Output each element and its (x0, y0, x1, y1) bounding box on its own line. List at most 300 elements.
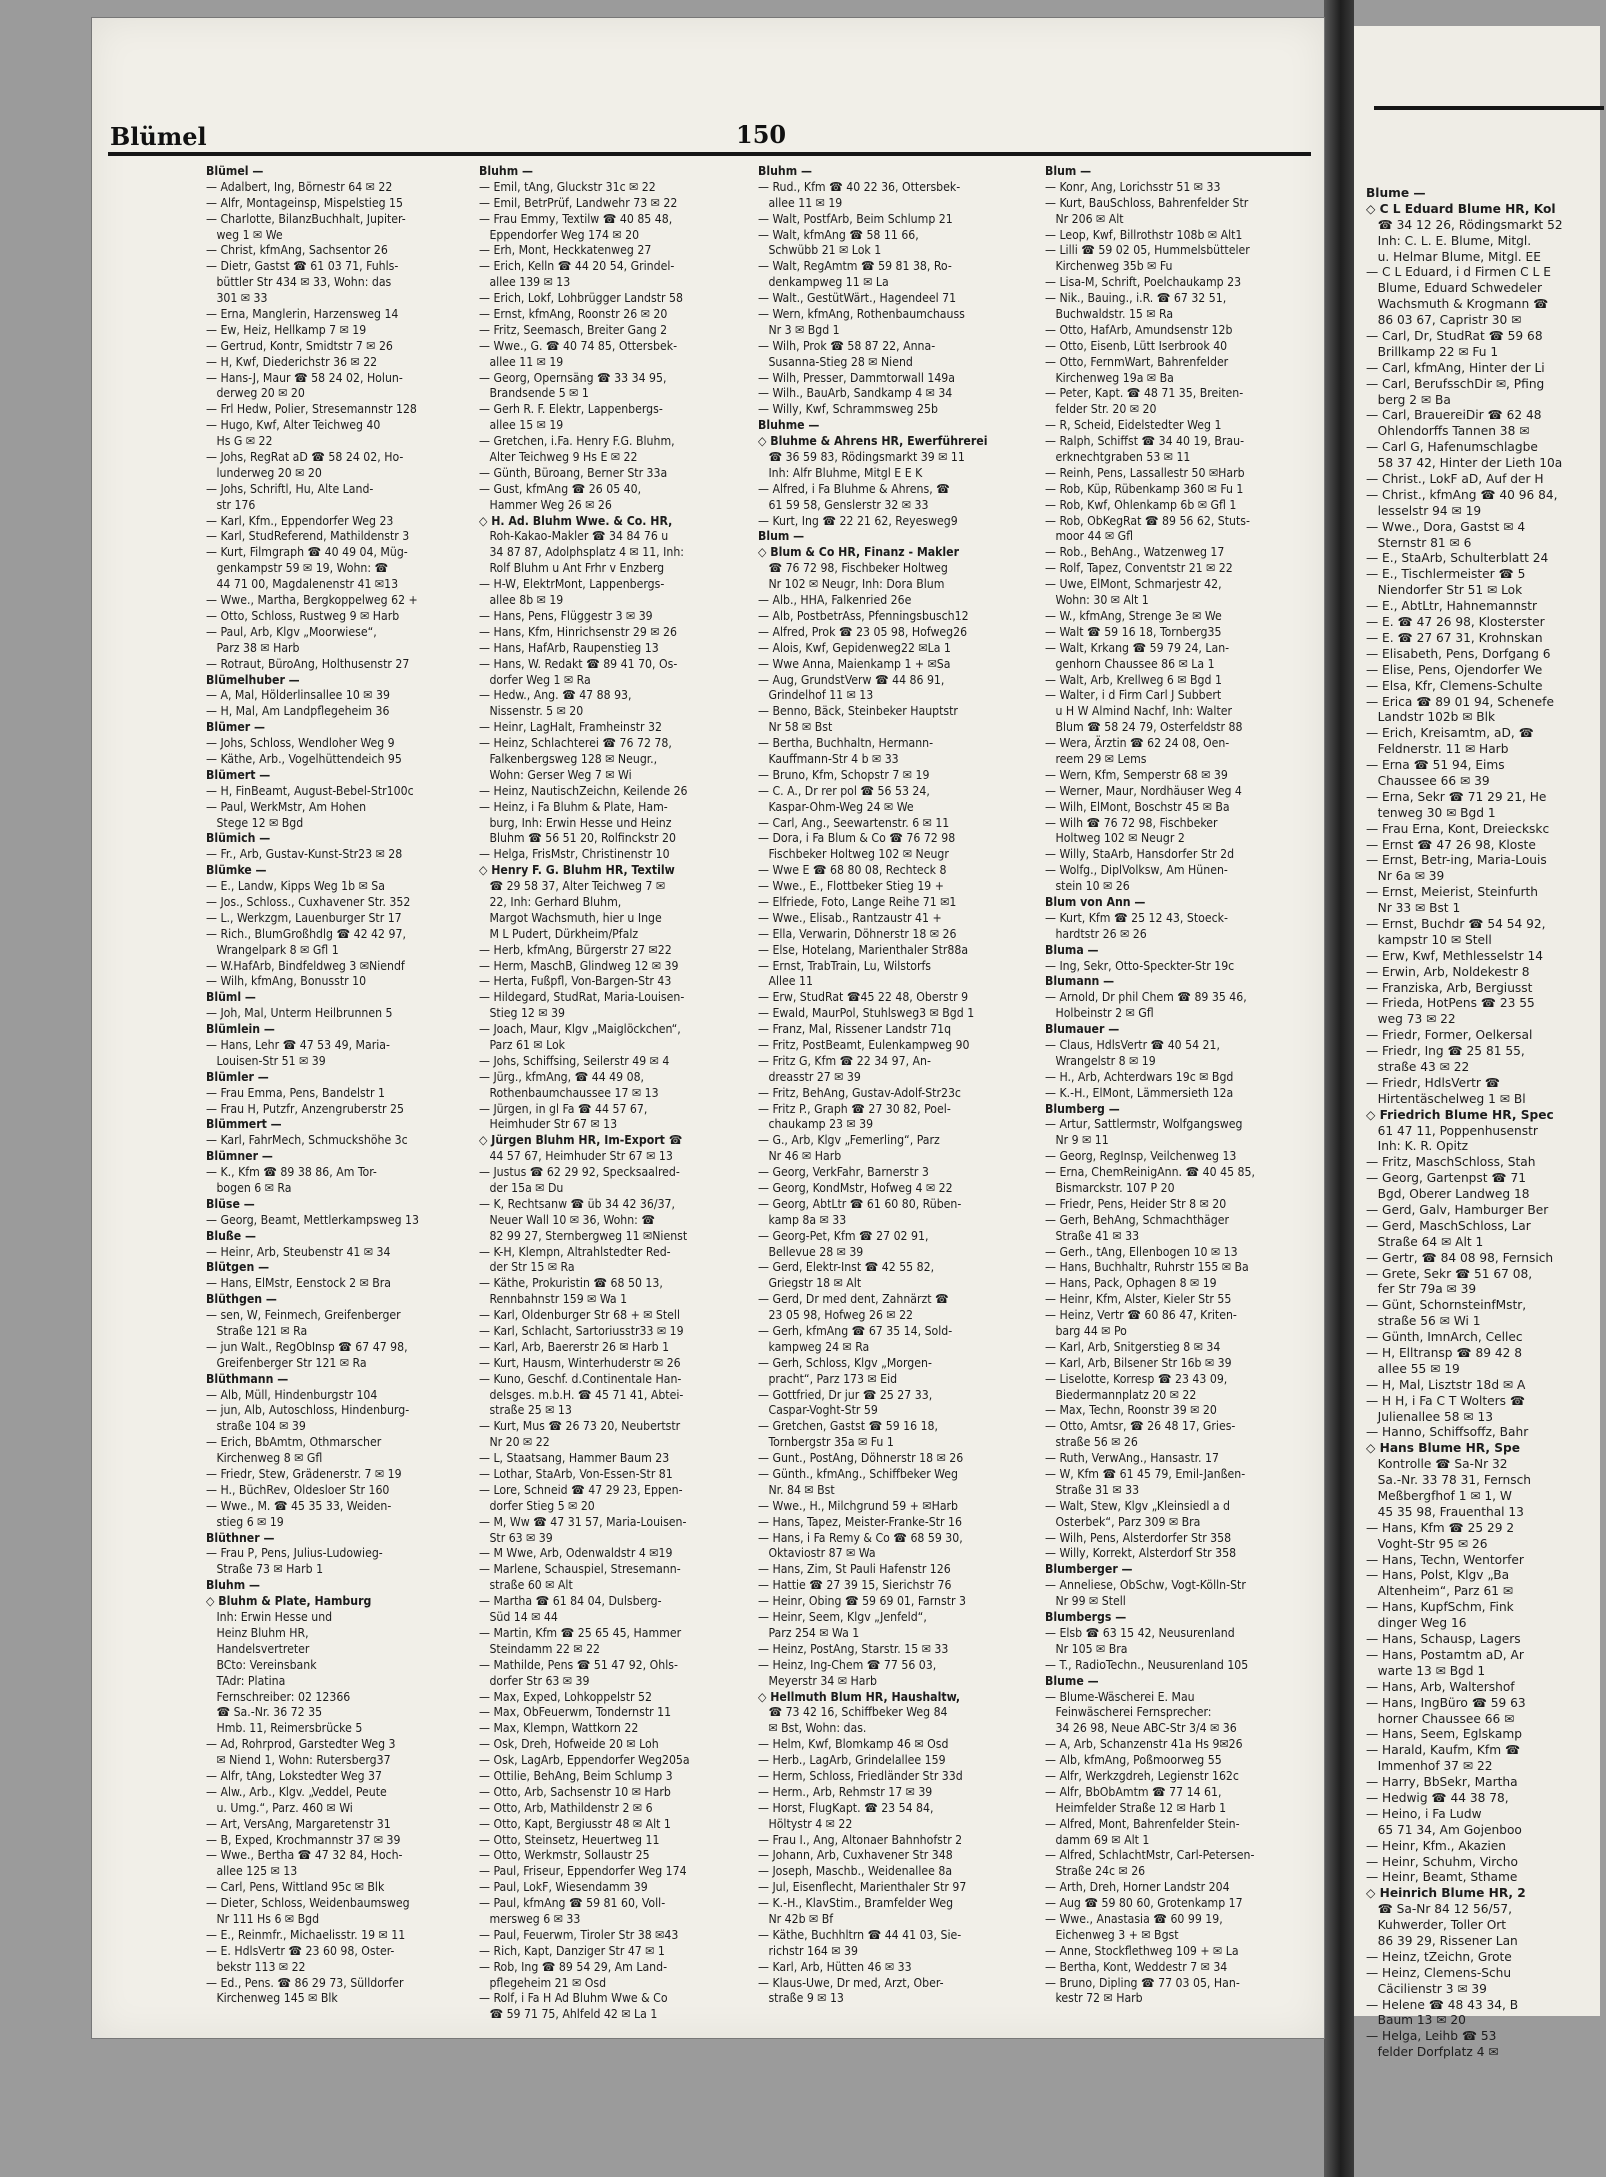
directory-entry: Nissenstr. 5 ✉ 20 (479, 704, 584, 719)
directory-entry: stein 10 ✉ 26 (1045, 879, 1130, 894)
directory-entry: — jun, Alb, Autoschloss, Hindenburg- (206, 1403, 410, 1418)
surname-heading: Blumberger — (1045, 1562, 1133, 1577)
directory-entry: Falkenbergsweg 128 ✉ Neugr., (479, 751, 658, 766)
directory-entry: — Alfred, i Fa Bluhme & Ahrens, ☎ (758, 481, 950, 496)
directory-entry: — Willy, StaArb, Hansdorfer Str 2d (1045, 847, 1235, 862)
directory-entry: — Fritz, PostBeamt, Eulenkampweg 90 (758, 1037, 970, 1052)
directory-entry: — Walt, Stew, Klgv „Kleinsiedl a d (1045, 1498, 1231, 1513)
directory-entry: — Gerh, BehAng, Schmachthäger (1045, 1212, 1229, 1227)
directory-entry: — Dieter, Schloss, Weidenbaumsweg (206, 1896, 410, 1911)
directory-entry: Greifenberger Str 121 ✉ Ra (206, 1355, 367, 1370)
directory-entry: — Erna, Manglerin, Harzensweg 14 (206, 307, 399, 322)
directory-entry: — Helene ☎ 48 43 34, B (1366, 1997, 1519, 2012)
directory-entry: Bluhm ☎ 56 51 20, Rolfinckstr 20 (479, 831, 676, 846)
directory-entry: Nr 9 ✉ 11 (1045, 1133, 1109, 1148)
directory-entry: — Anne, Stockflethweg 109 + ✉ La (1045, 1943, 1239, 1958)
directory-entry: — Arth, Dreh, Horner Landstr 204 (1045, 1880, 1230, 1895)
directory-entry: — H, FinBeamt, August-Bebel-Str100c (206, 783, 414, 798)
directory-entry: — Hans, HafArb, Raupenstieg 13 (479, 640, 659, 655)
directory-entry: M L Pudert, Dürkheim/Pfalz (479, 926, 639, 941)
directory-entry: — Lilli ☎ 59 02 05, Hummelsbütteler (1045, 243, 1250, 258)
directory-entry: weg 73 ✉ 22 (1366, 1012, 1456, 1027)
directory-entry: — Otto, Schloss, Rustweg 9 ✉ Harb (206, 608, 400, 623)
directory-entry: — Jürgen, in gl Fa ☎ 44 57 67, (479, 1101, 648, 1116)
directory-entry: — Hans, Lehr ☎ 47 53 49, Maria- (206, 1037, 390, 1052)
surname-heading: Bluße — (206, 1228, 257, 1243)
directory-entry: — Paul, Friseur, Eppendorfer Weg 174 (479, 1864, 687, 1879)
directory-entry: Bgd, Oberer Landweg 18 (1366, 1187, 1530, 1202)
directory-entry: — Friedr, HdlsVertr ☎ (1366, 1075, 1500, 1090)
directory-entry: — Carl, BrauereiDir ☎ 62 48 (1366, 408, 1542, 423)
directory-entry: Kirchenweg 19a ✉ Ba (1045, 370, 1174, 385)
directory-entry: u. Umg.“, Parz. 460 ✉ Wi (206, 1800, 353, 1815)
directory-entry: — Rotraut, BüroAng, Holthusenstr 27 (206, 656, 410, 671)
directory-entry: dorfer Stieg 5 ✉ 20 (479, 1498, 595, 1513)
directory-entry: — Frau I., Ang, Altonaer Bahnhofstr 2 (758, 1832, 963, 1847)
directory-entry: 86 03 67, Capristr 30 ✉ (1366, 313, 1522, 328)
directory-entry: — Frl Hedw, Polier, Stresemannstr 128 (206, 402, 417, 417)
directory-entry: 65 71 34, Am Gojenboo (1366, 1822, 1522, 1837)
directory-entry: Höltystr 4 ✉ 22 (758, 1816, 853, 1831)
directory-entry: dorfer Str 63 ✉ 39 (479, 1673, 590, 1688)
directory-entry: — Alfred, Mont, Bahrenfelder Stein- (1045, 1816, 1240, 1831)
directory-entry: — K.-H., KlavStim., Bramfelder Weg (758, 1896, 954, 1911)
directory-entry: 301 ✉ 33 (206, 291, 268, 306)
directory-entry: felder Str. 20 ✉ 20 (1045, 402, 1157, 417)
directory-entry: — Fritz, Seemasch, Breiter Gang 2 (479, 322, 668, 337)
directory-entry: — Hedw., Ang. ☎ 47 88 93, (479, 688, 632, 703)
directory-entry: — Ernst, Buchdr ☎ 54 54 92, (1366, 916, 1546, 931)
directory-entry: — Alfr, tAng, Lokstedter Weg 37 (206, 1768, 382, 1783)
directory-entry: — Wilh, ElMont, Boschstr 45 ✉ Ba (1045, 799, 1230, 814)
directory-entry: Ohlendorffs Tannen 38 ✉ (1366, 424, 1530, 439)
directory-entry: — Gerd, Galv, Hamburger Ber (1366, 1203, 1549, 1217)
directory-entry: Feinwäscherei Fernsprecher: (1045, 1705, 1212, 1720)
directory-entry: Susanna-Stieg 28 ✉ Niend (758, 354, 913, 369)
directory-entry: — Martin, Kfm ☎ 25 65 45, Hammer (479, 1625, 682, 1640)
directory-entry: — Gerd, Elektr-Inst ☎ 42 55 82, (758, 1260, 935, 1275)
directory-entry: — Ernst, Meierist, Steinfurth (1366, 885, 1538, 900)
directory-entry: Wrangelstr 8 ✉ 19 (1045, 1053, 1156, 1068)
directory-entry: Allee 11 (758, 974, 813, 989)
directory-entry: — Herb., LagArb, Grindelallee 159 (758, 1753, 946, 1768)
directory-entry: — Helga, Leihb ☎ 53 (1366, 2029, 1497, 2044)
directory-entry: — Ernst ☎ 47 26 98, Kloste (1366, 837, 1536, 852)
directory-entry: — Wwe E ☎ 68 80 08, Rechteck 8 (758, 863, 947, 878)
directory-entry: — Alfr, BbObAmtm ☎ 77 14 61, (1045, 1784, 1222, 1799)
surname-heading: Blümner — (206, 1149, 273, 1164)
directory-entry: — Wilh., BauArb, Sandkamp 4 ✉ 34 (758, 386, 953, 401)
directory-entry: — Horst, FlugKapt. ☎ 23 54 84, (758, 1800, 934, 1815)
directory-entry: — Georg, AbtLtr ☎ 61 60 80, Rüben- (758, 1196, 962, 1211)
directory-entry: — Max, Klempn, Wattkorn 22 (479, 1721, 639, 1736)
directory-entry: Holbeinstr 2 ✉ Gfl (1045, 1006, 1154, 1021)
directory-entry: — Alfred, SchlachtMstr, Carl-Petersen- (1045, 1848, 1255, 1863)
directory-entry: — Ing, Sekr, Otto-Speckter-Str 19c (1045, 958, 1235, 973)
directory-entry: — Alb, PostbetrAss, Pfenningsbusch12 (758, 608, 969, 623)
directory-entry: stieg 6 ✉ 19 (206, 1514, 284, 1529)
directory-entry: Nr 6a ✉ 39 (1366, 869, 1445, 884)
directory-entry: — Johs, Schriftl, Hu, Alte Land- (206, 481, 374, 496)
surname-heading: Blume — (1366, 186, 1426, 200)
directory-entry: Landstr 102b ✉ Blk (1366, 710, 1496, 725)
directory-entry: — Emil, tAng, Gluckstr 31c ✉ 22 (479, 179, 656, 194)
surname-heading: Blüthgen — (206, 1292, 277, 1307)
directory-entry: — Hans, ElMstr, Eenstock 2 ✉ Bra (206, 1276, 392, 1291)
directory-entry: — Lisa-M, Schrift, Poelchaukamp 23 (1045, 275, 1242, 290)
directory-entry: — Hans, Pack, Ophagen 8 ✉ 19 (1045, 1276, 1217, 1291)
directory-entry: Nr 46 ✉ Harb (758, 1149, 842, 1164)
directory-entry: — Paul, Arb, Klgv „Moorwiese“, (206, 624, 377, 639)
directory-entry: — Rich., BlumGroßhdlg ☎ 42 42 97, (206, 926, 406, 941)
directory-entry: — Frau Emmy, Textilw ☎ 40 85 48, (479, 211, 673, 226)
directory-entry: — Elise, Pens, Ojendorfer We (1366, 662, 1543, 677)
firm-entry: ◇ Bluhm & Plate, Hamburg (206, 1594, 372, 1609)
directory-entry: Str 63 ✉ 39 (479, 1530, 553, 1545)
directory-entry: — Karl, StudReferend, Mathildenstr 3 (206, 529, 410, 544)
directory-entry: — Bruno, Kfm, Schopstr 7 ✉ 19 (758, 767, 930, 782)
directory-entry: — Harald, Kaufm, Kfm ☎ (1366, 1743, 1521, 1758)
directory-entry: — Elsb ☎ 63 15 42, Neusurenland (1045, 1625, 1235, 1640)
directory-entry: — Walt ☎ 59 16 18, Tornberg35 (1045, 624, 1222, 639)
directory-entry: — Otto, Steinsetz, Heuertweg 11 (479, 1832, 660, 1847)
directory-entry: — Frau Emma, Pens, Bandelstr 1 (206, 1085, 385, 1100)
directory-entry: — Liselotte, Korresp ☎ 23 43 09, (1045, 1371, 1228, 1386)
directory-entry: — E. ☎ 47 26 98, Klosterster (1366, 615, 1545, 630)
directory-entry: kestr 72 ✉ Harb (1045, 1991, 1143, 2006)
directory-entry: — Wwe., Anastasia ☎ 60 99 19, (1045, 1911, 1223, 1926)
directory-entry: straße 60 ✉ Alt (479, 1578, 573, 1593)
directory-entry: — Hans, Polst, Klgv „Ba (1366, 1568, 1510, 1583)
directory-entry: — H, Kwf, Diederichstr 36 ✉ 22 (206, 354, 378, 369)
directory-entry: — Alfr, Werkzgdreh, Legienstr 162c (1045, 1768, 1239, 1783)
directory-entry: — Fritz P., Graph ☎ 27 30 82, Poel- (758, 1101, 951, 1116)
directory-entry: — K, Rechtsanw ☎ üb 34 42 36/37, (479, 1196, 675, 1211)
surname-heading: Blumberg — (1045, 1101, 1120, 1116)
directory-entry: — Georg, Opernsäng ☎ 33 34 95, (479, 370, 667, 385)
directory-entry: 44 57 67, Heimhuder Str 67 ✉ 13 (479, 1149, 673, 1164)
directory-entry: — Bruno, Dipling ☎ 77 03 05, Han- (1045, 1975, 1240, 1990)
directory-entry: — Erna, Sekr ☎ 71 29 21, He (1366, 789, 1547, 804)
directory-entry: 22, Inh: Gerhard Bluhm, (479, 894, 622, 909)
directory-entry: fer Str 79a ✉ 39 (1366, 1282, 1477, 1297)
directory-entry: BCto: Vereinsbank (206, 1657, 317, 1672)
directory-column-1 (206, 164, 468, 2006)
directory-entry: Fernschreiber: 02 12366 (206, 1689, 351, 1704)
directory-entry: — Elfriede, Foto, Lange Reihe 71 ✉1 (758, 894, 957, 909)
directory-entry: barg 44 ✉ Po (1045, 1324, 1127, 1339)
directory-entry: Meyerstr 34 ✉ Harb (758, 1673, 877, 1688)
directory-entry: — H H, i Fa C T Wolters ☎ (1366, 1393, 1526, 1408)
directory-entry: — Karl, Arb, Snitgerstieg 8 ✉ 34 (1045, 1339, 1221, 1354)
directory-entry: Nr 3 ✉ Bgd 1 (758, 322, 840, 337)
directory-entry: — Walt, PostfArb, Beim Schlump 21 (758, 211, 953, 226)
directory-entry: — Frau P, Pens, Julius-Ludowieg- (206, 1546, 383, 1561)
directory-entry: — Friedr, Stew, Grädenerstr. 7 ✉ 19 (206, 1467, 402, 1482)
directory-entry: Oktaviostr 87 ✉ Wa (758, 1546, 876, 1561)
directory-entry: — A, Arb, Schanzenstr 41a Hs 9✉26 (1045, 1737, 1243, 1752)
directory-entry: — Otto, Werkmstr, Sollaustr 25 (479, 1848, 650, 1863)
directory-entry: — Kurt, Hausm, Winterhuderstr ✉ 26 (479, 1355, 681, 1370)
directory-entry: — Walt, Arb, Krellweg 6 ✉ Bgd 1 (1045, 672, 1222, 687)
directory-entry: straße 43 ✉ 22 (1366, 1059, 1470, 1074)
directory-entry: — Fr., Arb, Gustav-Kunst-Str23 ✉ 28 (206, 847, 403, 862)
directory-entry: kampstr 10 ✉ Stell (1366, 932, 1492, 947)
directory-entry: 61 47 11, Poppenhusenstr (1366, 1123, 1538, 1138)
directory-entry: Heimhuder Str 67 ✉ 13 (479, 1117, 618, 1132)
surname-heading: Blüthner — (206, 1530, 275, 1545)
directory-entry: — Rob., BehAng., Watzenweg 17 (1045, 545, 1225, 560)
directory-entry: — Friedr, Former, Oelkersal (1366, 1028, 1533, 1043)
directory-entry: — Alw., Arb., Klgv. „Veddel, Peute (206, 1784, 387, 1799)
directory-entry: — H, Mal, Lisztstr 18d ✉ A (1366, 1377, 1526, 1392)
directory-entry: Inh: K. R. Opitz (1366, 1139, 1469, 1154)
directory-entry: kampweg 24 ✉ Ra (758, 1339, 870, 1354)
directory-entry: — Harry, BbSekr, Martha (1366, 1775, 1518, 1790)
directory-entry: — Heinr, Obing ☎ 59 69 01, Farnstr 3 (758, 1594, 966, 1609)
directory-entry: — Ernst, Betr-ing, Maria-Louis (1366, 853, 1547, 868)
directory-entry: — Walt, Krkang ☎ 59 79 24, Lan- (1045, 640, 1230, 655)
directory-entry: — Heinz, Ing-Chem ☎ 77 56 03, (758, 1657, 937, 1672)
directory-entry: Cäcilienstr 3 ✉ 39 (1366, 1981, 1487, 1996)
directory-entry: — Otto, HafArb, Amundsenstr 12b (1045, 322, 1233, 337)
directory-entry: Stieg 12 ✉ 39 (479, 1006, 565, 1021)
directory-entry: — Erich, Kelln ☎ 44 20 54, Grindel- (479, 259, 675, 274)
directory-entry: allee 15 ✉ 19 (479, 418, 564, 433)
directory-entry: — Charlotte, BilanzBuchhalt, Jupiter- (206, 211, 406, 226)
directory-entry: ☎ 29 58 37, Alter Teichweg 7 ✉ (479, 879, 666, 894)
directory-entry: — Erna ☎ 51 94, Eims (1366, 758, 1505, 773)
directory-entry: Nr 20 ✉ 22 (479, 1435, 550, 1450)
directory-entry: — Max, Exped, Lohkoppelstr 52 (479, 1689, 652, 1704)
directory-entry: — H, Mal, Am Landpflegeheim 36 (206, 704, 390, 719)
directory-entry: — Wilh, Presser, Dammtorwall 149a (758, 370, 955, 385)
directory-entry: — Ralph, Schiffst ☎ 34 40 19, Brau- (1045, 434, 1245, 449)
directory-entry: — L., Werkzgm, Lauenburger Str 17 (206, 910, 402, 925)
surname-heading: Blumauer — (1045, 1022, 1120, 1037)
surname-heading: Blümmert — (206, 1117, 282, 1132)
directory-entry: — Heinz, Schlachterei ☎ 76 72 78, (479, 736, 672, 751)
directory-entry: — Marlene, Schauspiel, Stresemann- (479, 1562, 681, 1577)
directory-entry: weg 1 ✉ We (206, 227, 283, 242)
directory-entry: bekstr 113 ✉ 22 (206, 1959, 306, 1974)
surname-heading: Blümler — (206, 1069, 269, 1084)
directory-entry: warte 13 ✉ Bgd 1 (1366, 1663, 1486, 1678)
surname-heading: Blüse — (206, 1196, 255, 1211)
directory-entry: — Ew, Heiz, Hellkamp 7 ✉ 19 (206, 322, 367, 337)
directory-entry: — Ernst, TrabTrain, Lu, Wilstorfs (758, 958, 932, 973)
firm-entry: ◇ Jürgen Bluhm HR, Im-Export ☎ (479, 1133, 683, 1148)
directory-entry: — Walt, RegAmtm ☎ 59 81 38, Ro- (758, 259, 952, 274)
directory-entry: — Jul, Eisenflecht, Marienthaler Str 97 (758, 1880, 967, 1895)
directory-entry: richstr 164 ✉ 39 (758, 1943, 858, 1958)
directory-entry: horner Chaussee 66 ✉ (1366, 1711, 1515, 1726)
directory-entry: — H, Elltransp ☎ 89 42 8 (1366, 1346, 1522, 1361)
surname-heading: Blüml — (206, 990, 256, 1005)
directory-entry: Baum 13 ✉ 20 (1366, 2013, 1466, 2028)
directory-entry: — sen, W, Feinmech, Greifenberger (206, 1308, 401, 1323)
directory-entry: Bismarckstr. 107 P 20 (1045, 1181, 1175, 1195)
directory-entry: Louisen-Str 51 ✉ 39 (206, 1053, 326, 1068)
directory-entry: — Heinz, i Fa Bluhm & Plate, Ham- (479, 799, 668, 814)
directory-entry: allee 11 ✉ 19 (758, 195, 843, 210)
directory-entry: Sa.-Nr. 33 78 31, Fernsch (1366, 1473, 1532, 1488)
directory-entry: — Walt, kfmAng ☎ 58 11 66, (758, 227, 919, 242)
directory-entry: — Willy, Kwf, Schrammsweg 25b (758, 402, 938, 417)
directory-entry: — Christ., kfmAng ☎ 40 96 84, (1366, 487, 1558, 502)
directory-entry: — E., Tischlermeister ☎ 5 (1366, 567, 1526, 582)
directory-entry: 61 59 58, Genslerstr 32 ✉ 33 (758, 497, 929, 512)
surname-heading: Blümich — (206, 831, 271, 846)
directory-entry: Nr 102 ✉ Neugr, Inh: Dora Blum (758, 577, 945, 592)
directory-entry: — Walt., GestütWärt., Hagendeel 71 (758, 291, 957, 306)
directory-entry: Feldnerstr. 11 ✉ Harb (1366, 742, 1509, 757)
directory-entry: — Gerh., tAng, Ellenbogen 10 ✉ 13 (1045, 1244, 1238, 1259)
directory-entry: — Alfr, Montageinsp, Mispelstieg 15 (206, 195, 403, 210)
directory-entry: — B, Exped, Krochmannstr 37 ✉ 39 (206, 1832, 401, 1847)
directory-entry: — Carl G, Hafenumschlagbe (1366, 440, 1538, 455)
directory-entry: — Erich, BbAmtm, Othmarscher (206, 1435, 382, 1450)
directory-entry: u H W Almind Nachf, Inh: Walter (1045, 704, 1233, 719)
directory-entry: hardtstr 26 ✉ 26 (1045, 926, 1147, 941)
directory-entry: — Wwe Anna, Maienkamp 1 + ✉Sa (758, 656, 951, 671)
directory-entry: — Hans, Techn, Wentorfer (1366, 1552, 1524, 1567)
directory-entry: Nr 105 ✉ Bra (1045, 1641, 1128, 1656)
directory-entry: 34 26 98, Neue ABC-Str 3/4 ✉ 36 (1045, 1721, 1237, 1736)
directory-entry: — Hans, KupfSchm, Fink (1366, 1600, 1514, 1615)
directory-entry: — Erh, Mont, Heckkatenweg 27 (479, 243, 652, 258)
directory-entry: 44 71 00, Magdalenenstr 41 ✉13 (206, 577, 399, 592)
directory-entry: — Martha ☎ 61 84 04, Dulsberg- (479, 1594, 662, 1609)
directory-entry: — Ad, Rohrprod, Garstedter Weg 3 (206, 1737, 396, 1752)
directory-entry: — K.-H., ElMont, Lämmersieth 12a (1045, 1085, 1234, 1100)
directory-entry: Straße 41 ✉ 33 (1045, 1228, 1140, 1243)
directory-entry: — Rud., Kfm ☎ 40 22 36, Ottersbek- (758, 179, 961, 194)
directory-column-4 (1045, 164, 1307, 2006)
directory-entry: — Hans, Seem, Eglskamp (1366, 1727, 1522, 1742)
directory-entry: Kirchenweg 8 ✉ Gfl (206, 1451, 323, 1466)
directory-entry: — Rolf, i Fa H Ad Bluhm Wwe & Co (479, 1991, 668, 2006)
directory-entry: — Otto, FernmWart, Bahrenfelder (1045, 354, 1229, 369)
directory-entry: felder Dorfplatz 4 ✉ (1366, 2045, 1499, 2060)
directory-entry: — Wwe., E., Flottbeker Stieg 19 + (758, 879, 944, 894)
directory-entry: — Rolf, Tapez, Conventstr 21 ✉ 22 (1045, 561, 1233, 576)
directory-entry: — Arnold, Dr phil Chem ☎ 89 35 46, (1045, 990, 1247, 1005)
directory-entry: Nr 33 ✉ Bst 1 (1366, 901, 1461, 916)
directory-entry: Kauffmann-Str 4 b ✉ 33 (758, 751, 899, 766)
directory-entry: — Dietr, Gastst ☎ 61 03 71, Fuhls- (206, 259, 399, 274)
directory-entry: Caspar-Voght-Str 59 (758, 1403, 878, 1418)
directory-entry: Altenheim“, Parz 61 ✉ (1366, 1584, 1514, 1599)
directory-entry: — Klaus-Uwe, Dr med, Arzt, Ober- (758, 1975, 944, 1990)
directory-entry: — Günth, Büroang, Berner Str 33a (479, 465, 668, 480)
firm-entry: ◇ Friedrich Blume HR, Spec (1366, 1107, 1554, 1122)
directory-entry: — Leop, Kwf, Billrothstr 108b ✉ Alt1 (1045, 227, 1243, 242)
directory-entry: — Christ., LokF aD, Auf der H (1366, 472, 1544, 487)
directory-entry: — Lore, Schneid ☎ 47 29 23, Eppen- (479, 1482, 683, 1497)
directory-entry: — Carl, BerufsschDir ✉, Pfing (1366, 376, 1545, 391)
directory-entry: — Wolfg., DiplVolksw, Am Hünen- (1045, 863, 1228, 878)
directory-entry: Kuhwerder, Toller Ort (1366, 1918, 1507, 1933)
directory-entry: Grindelhof 11 ✉ 13 (758, 688, 874, 703)
surname-heading: Blümel — (206, 164, 264, 178)
directory-entry: str 176 (206, 497, 256, 512)
directory-entry: — Wwe., M. ☎ 45 35 33, Weiden- (206, 1498, 392, 1513)
directory-entry: Rolf Bluhm u Ant Frhr v Enzberg (479, 561, 665, 576)
directory-entry: — Osk, Dreh, Hofweide 20 ✉ Loh (479, 1737, 659, 1752)
directory-entry: — L, Staatsang, Hammer Baum 23 (479, 1451, 670, 1466)
next-page-header-rule (1374, 106, 1604, 110)
directory-entry: Schwübb 21 ✉ Lok 1 (758, 243, 882, 258)
directory-entry: Brillkamp 22 ✉ Fu 1 (1366, 344, 1499, 359)
directory-entry: — Kurt, Kfm ☎ 25 12 43, Stoeck- (1045, 910, 1228, 925)
directory-entry: — Georg, Beamt, Mettlerkampsweg 13 (206, 1212, 419, 1227)
directory-entry: Straße 31 ✉ 33 (1045, 1482, 1140, 1497)
directory-entry: — Dora, i Fa Blum & Co ☎ 76 72 98 (758, 831, 956, 846)
directory-entry: ☎ 76 72 98, Fischbeker Holtweg (758, 561, 948, 576)
directory-entry: Holtweg 102 ✉ Neugr 2 (1045, 831, 1185, 846)
firm-entry: ◇ Heinrich Blume HR, 2 (1366, 1886, 1526, 1901)
directory-entry: — Gretchen, Gastst ☎ 59 16 18, (758, 1419, 939, 1434)
directory-entry: Buchwaldstr. 15 ✉ Ra (1045, 307, 1174, 322)
directory-entry: Nr 111 Hs 6 ✉ Bgd (206, 1911, 320, 1926)
directory-entry: der Str 15 ✉ Ra (479, 1260, 575, 1275)
directory-entry: — Hans, Kfm, Hinrichsenstr 29 ✉ 26 (479, 624, 677, 639)
directory-entry: 86 39 29, Rissener Lan (1366, 1933, 1518, 1948)
directory-entry: — Alfred, Prok ☎ 23 05 98, Hofweg26 (758, 624, 968, 639)
directory-entry: — Alb, kfmAng, Poßmoorweg 55 (1045, 1753, 1222, 1768)
firm-entry: ◇ Hans Blume HR, Spe (1366, 1441, 1521, 1456)
directory-entry: — Karl, Oldenburger Str 68 + ✉ Stell (479, 1308, 681, 1323)
directory-entry: — Hans, Schausp, Lagers (1366, 1632, 1521, 1647)
directory-entry: u. Helmar Blume, Mitgl. EE (1366, 249, 1541, 264)
directory-entry: — Käthe, Buchhltrn ☎ 44 41 03, Sie- (758, 1927, 962, 1942)
directory-entry: Straße 121 ✉ Ra (206, 1324, 308, 1339)
surname-heading: Blum von Ann — (1045, 894, 1146, 909)
directory-entry: — Ed., Pens. ☎ 86 29 73, Sülldorfer (206, 1975, 404, 1990)
directory-entry: — Anneliese, ObSchw, Vogt-Kölln-Str (1045, 1578, 1246, 1593)
directory-entry: — Wilh ☎ 76 72 98, Fischbeker (1045, 815, 1218, 830)
directory-entry: — Paul, kfmAng ☎ 59 81 60, Voll- (479, 1896, 666, 1911)
directory-entry: — Wera, Ärztin ☎ 62 24 08, Oen- (1045, 736, 1230, 751)
directory-entry: — Günt, SchornsteinfMstr, (1366, 1298, 1527, 1313)
directory-entry: Eppendorfer Weg 174 ✉ 20 (479, 227, 640, 242)
directory-entry: — K., Kfm ☎ 89 38 86, Am Tor- (206, 1165, 377, 1180)
directory-entry: — Max, ObFeuerwm, Tondernstr 11 (479, 1705, 672, 1720)
directory-entry: — Willy, Korrekt, Alsterdorf Str 358 (1045, 1546, 1237, 1561)
directory-entry: allee 11 ✉ 19 (479, 354, 564, 369)
directory-entry: — Karl, Schlacht, Sartoriusstr33 ✉ 19 (479, 1324, 684, 1339)
directory-entry: dinger Weg 16 (1366, 1616, 1467, 1631)
directory-entry: — C L Eduard, i d Firmen C L E (1366, 265, 1551, 280)
directory-entry: — Karl, Arb, Baererstr 26 ✉ Harb 1 (479, 1339, 670, 1354)
directory-entry: Nr 58 ✉ Bst (758, 720, 833, 735)
directory-entry: — Hans, Pens, Flüggestr 3 ✉ 39 (479, 608, 653, 623)
directory-entry: — Hans-J, Maur ☎ 58 24 02, Holun- (206, 370, 403, 385)
directory-entry: — Reinh, Pens, Lassallestr 50 ✉Harb (1045, 465, 1245, 480)
directory-entry: Kirchenweg 35b ✉ Fu (1045, 259, 1173, 274)
directory-entry: Brandsende 5 ✉ 1 (479, 386, 589, 401)
directory-entry: — Hans, i Fa Remy & Co ☎ 68 59 30, (758, 1530, 963, 1545)
directory-entry: — Rich, Kapt, Danziger Str 47 ✉ 1 (479, 1943, 665, 1958)
directory-entry: — G., Arb, Klgv „Femerling“, Parz (758, 1133, 940, 1148)
directory-entry: Inh: C. L. E. Blume, Mitgl. (1366, 233, 1532, 248)
directory-entry: — Georg, RegInsp, Veilchenweg 13 (1045, 1149, 1237, 1164)
directory-entry: — Gertr, ☎ 84 08 98, Fernsich (1366, 1250, 1554, 1265)
next-page-column (1366, 186, 1606, 2060)
directory-entry: — Wilh, kfmAng, Bonusstr 10 (206, 974, 367, 989)
directory-entry: — Adalbert, Ing, Börnestr 64 ✉ 22 (206, 179, 393, 194)
